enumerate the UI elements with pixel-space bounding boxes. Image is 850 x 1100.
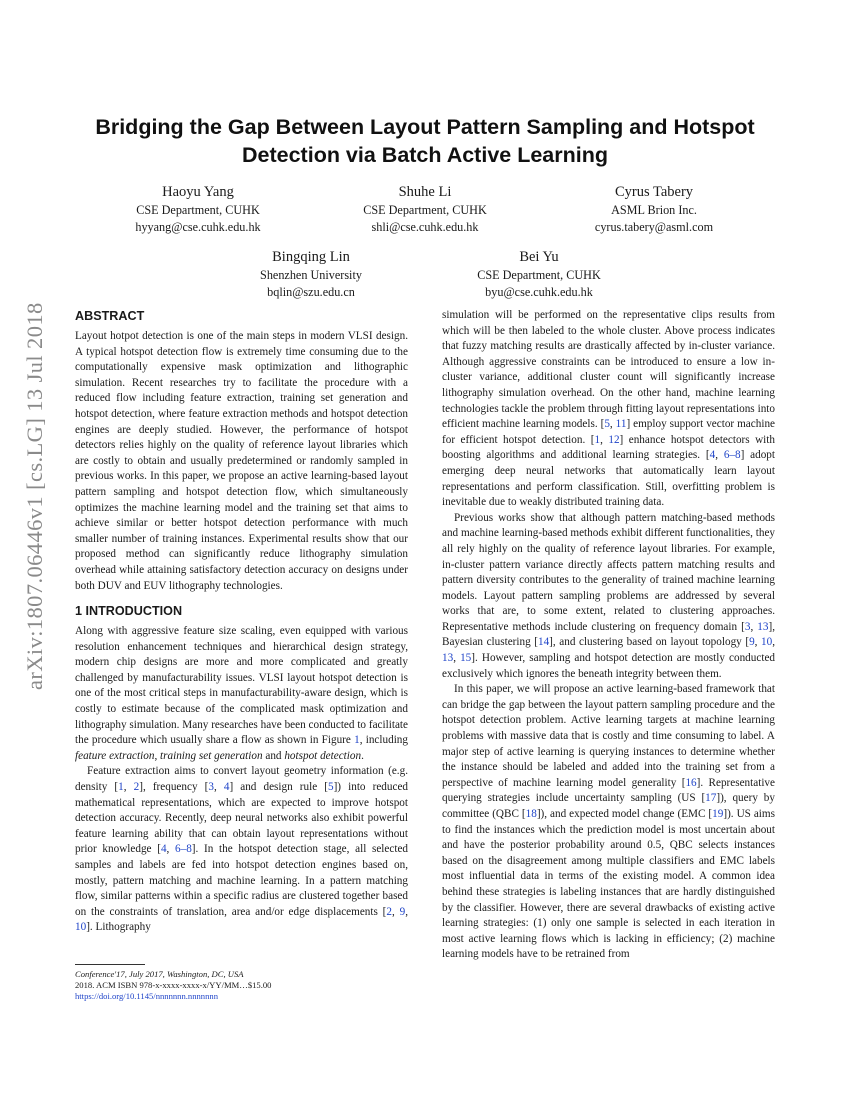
- emphasis-text: training set generation: [160, 749, 263, 762]
- citation-link[interactable]: 15: [460, 652, 472, 665]
- figure-link[interactable]: 1: [354, 734, 360, 747]
- author-affiliation: Shenzhen University: [260, 268, 362, 282]
- author-block: [449, 247, 629, 300]
- body-paragraph: In this paper, we will propose an active learning-based framework that can bridge the gap between the layout pattern sampling procedure and the hotspot detection problem. Active learning targets at machine learning problems with massive data that is costly and time consuming to label. A major step of active learning is querying instances to determine whether the instance should be labeled and added into the training set from a perspective of machine learning model generality [16]. Representative querying strategies include uncertainty sampling (US [17]), query by committee (QBC [18]), and expected model change (EMC [19]). US aims to find the instances which the prediction model is most uncertain about and have the posterior probability around 0.5, QBC selects instances based on the disagreement among multiple classifiers and EMC labels most influential data in terms of the existing model. A common idea behind these strategies is labeling instances that are hardly distinguished by the classifier. However, there are several drawbacks of existing active learning strategies: (1) only one sample is selected in each iteration in most active learning flows which is lacking in efficiency; (2) machine learning models have to be retrained from: [442, 683, 775, 961]
- author-affiliation: CSE Department, CUHK: [136, 203, 260, 217]
- author-email: shli@cse.cuhk.edu.hk: [371, 219, 479, 234]
- citation-link[interactable]: 3: [208, 781, 214, 794]
- abstract-text: Layout hotpot detection is one of the main steps in modern VLSI design. A typical hotspot detection flow is extremely time consuming due to the computationally expensive mask optimization and lithographic simulation. Recent researches try to facilitate the procedure with a reduced flow including feature extraction, training set generation and hotspot detection, where feature extraction methods and hotspot detection engines are deeply studied. However, the performance of hotspot detectors relies highly on the quality of reference layout libraries which are costly to obtain and usually predetermined or randomly sampled in previous works. In this paper, we propose an active learning-based layout pattern sampling and hotspot detection flow, which simultaneously optimizes the machine learning model and the training set that aims to achieve similar or better hotspot detection performance with much smaller number of training instances. Experimental results show that our proposed method can significantly reduce lithography simulation overhead while attaining satisfactory detection accuracy on designs under both DUV and EUV lithography technologies.: [75, 330, 408, 592]
- citation-link[interactable]: 18: [525, 808, 537, 820]
- citation-link[interactable]: 3: [744, 620, 751, 633]
- citation-link[interactable]: 5: [604, 418, 610, 431]
- author-name: Haoyu Yang: [162, 184, 234, 200]
- citation-link[interactable]: 1: [594, 433, 601, 446]
- intro-paragraph: Along with aggressive feature size scaling, even equipped with various resolution enhancement techniques and hierarchical design strategy, modern chip designs are more and more complicated and greatly challenged by manufacturability issues. VLSI layout hotspot detection is one of the most critical steps in manufacturability-aware design, which is costly to estimate because of the complicated mask optimization and lithography simulation. Many researches have been conducted to facilitate the procedure which usually share a flow as shown in Figure 1, including feature extraction, training set generation and hotspot detection.: [75, 625, 408, 762]
- abstract-heading: ABSTRACT: [75, 309, 145, 323]
- doi-link[interactable]: https://doi.org/10.1145/nnnnnnn.nnnnnnn: [75, 991, 218, 1002]
- author-affiliation: CSE Department, CUHK: [363, 203, 487, 217]
- citation-link[interactable]: 13: [442, 652, 454, 665]
- citation-link[interactable]: 2: [386, 905, 392, 918]
- citation-link[interactable]: 10: [761, 636, 773, 649]
- paper-title: Bridging the Gap Between Layout Pattern Sampling and Hotspot Detection via Batch Active Learning: [95, 115, 755, 167]
- citation-link[interactable]: 6–8: [175, 843, 192, 856]
- author-block: [335, 182, 515, 235]
- citation-link[interactable]: 19: [712, 808, 724, 820]
- footnote-rule: [75, 964, 145, 965]
- author-name: Bingqing Lin: [272, 249, 350, 265]
- author-email: hyyang@cse.cuhk.edu.hk: [135, 219, 261, 234]
- right-column: [442, 308, 775, 963]
- author-affiliation: CSE Department, CUHK: [477, 268, 601, 282]
- citation-link[interactable]: 13: [757, 620, 769, 633]
- author-name: Shuhe Li: [398, 184, 452, 200]
- citation-link[interactable]: 9: [749, 636, 755, 649]
- conference-info: Conference'17, July 2017, Washington, DC, USA: [75, 969, 244, 979]
- intro-paragraph: Feature extraction aims to convert layout geometry information (e.g. density [1, 2], frequency [3, 4] and design rule [5]) into reduced mathematical representations, which are expected to improve hotspot detection accuracy. Recently, deep neural networks also exhibit powerful feature learning ability that can obtain layout representations without prior knowledge [4, 6–8]. In the hotspot detection stage, all selected samples and labels are fed into hotspot detection engines based on, mostly, pattern matching and machine learning. In a pattern matching flow, similar patterns within a specific radius are clustered together based on the constraints of translation, area and/or edge displacements [2, 9, 10]. Lithography: [75, 765, 409, 934]
- author-block: [221, 247, 401, 300]
- author-block: [108, 182, 288, 235]
- citation-link[interactable]: 4: [709, 449, 716, 462]
- citation-link[interactable]: 11: [615, 418, 627, 431]
- citation-link[interactable]: 9: [399, 905, 406, 918]
- author-affiliation: ASML Brion Inc.: [611, 203, 697, 217]
- author-block: [564, 182, 744, 235]
- citation-link[interactable]: 6–8: [723, 449, 741, 462]
- author-email: byu@cse.cuhk.edu.hk: [485, 284, 593, 299]
- left-column: [75, 308, 408, 936]
- introduction-heading: 1 INTRODUCTION: [75, 604, 183, 619]
- footnote: [75, 964, 408, 1003]
- citation-link[interactable]: 16: [685, 776, 697, 789]
- author-email: cyrus.tabery@asml.com: [594, 219, 714, 234]
- citation-link[interactable]: 10: [75, 921, 87, 934]
- emphasis-text: feature extraction: [75, 749, 155, 762]
- isbn-info: 2018. ACM ISBN 978-x-xxxx-xxxx-x/YY/MM…$15.00: [75, 980, 272, 991]
- emphasis-text: hotspot detection: [284, 749, 362, 762]
- citation-link[interactable]: 2: [133, 781, 140, 794]
- citation-link[interactable]: 4: [160, 843, 167, 856]
- body-paragraph: simulation will be performed on the representative clips results from which will be then labeled to the whole cluster. Above process indicates that fuzzy matching results are drastically affected by in-cluster variance. Although aggressive constraints can be introduced to ensure a low in-cluster variance, additional cluster count will significantly increase lithography simulation overhead. On the other hand, machine learning technologies tackle the problem through fitting layout representations into efficient machine learning models. [5, 11] employ support vector machine for efficient hotspot detection. [1, 12] enhance hotspot detectors with boosting algorithms and additional learning strategies. [4, 6–8] adopt emerging deep neural networks that automatically learn layout representations and perform classification. Still, overfitting problem is inevitable due to weakly distributed training data.: [442, 309, 776, 509]
- author-name: Bei Yu: [519, 249, 559, 265]
- citation-link[interactable]: 12: [608, 433, 620, 446]
- author-email: bqlin@szu.edu.cn: [267, 284, 355, 299]
- arxiv-identifier: arXiv:1807.06446v1 [cs.LG] 13 Jul 2018: [22, 302, 47, 690]
- citation-link[interactable]: 5: [327, 781, 334, 794]
- citation-link[interactable]: 4: [223, 781, 230, 794]
- citation-link[interactable]: 1: [118, 781, 124, 794]
- body-paragraph: Previous works show that although pattern matching-based methods and machine learning-based methods exhibit different functionalities, they all rely highly on the quality of reference layout libraries. For example, in-cluster pattern variance directly affects pattern matching results and pattern diversity contributes to the generality of trained machine learning models. Layout pattern sampling problems are addressed by several works that are, to some extent, related to clustering approaches. Representative methods include clustering on frequency domain [3, 13], Bayesian clustering [14], and clustering based on layout topology [9, 10, 13, 15]. However, sampling and hotspot detection are mostly conducted exclusively which ignores the beneath integrity between them.: [442, 511, 776, 680]
- author-name: Cyrus Tabery: [614, 184, 694, 200]
- citation-link[interactable]: 17: [705, 792, 717, 805]
- citation-link[interactable]: 14: [537, 636, 550, 649]
